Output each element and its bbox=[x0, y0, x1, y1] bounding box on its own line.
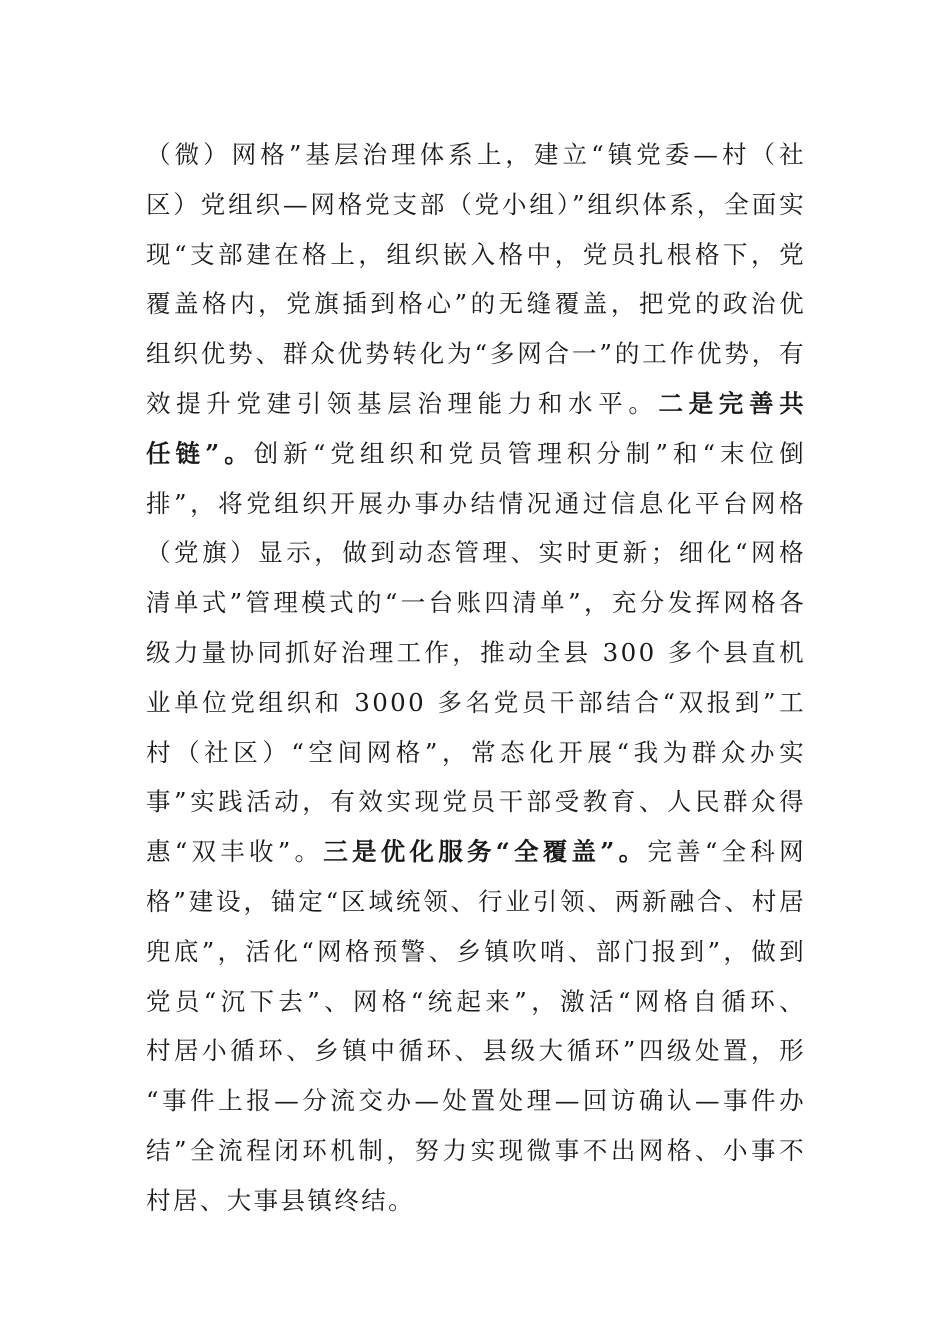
text-line bbox=[146, 429, 806, 479]
text-line bbox=[146, 479, 806, 529]
text-run: 村居、大事县镇终结。 bbox=[146, 1185, 415, 1215]
text-line bbox=[146, 329, 806, 379]
text-line bbox=[146, 1076, 806, 1126]
text-run: 完善“全科网 bbox=[647, 837, 806, 867]
text-run: 惠“双丰收”。 bbox=[146, 837, 324, 867]
text-line bbox=[146, 230, 806, 280]
text-run: 清单式”管理模式的“一台账四清单”，充分发挥网格各 bbox=[146, 588, 806, 618]
text-run: 组织优势、群众优势转化为“多网合一”的工作优势，有 bbox=[146, 339, 806, 369]
text-line bbox=[146, 628, 806, 678]
text-line bbox=[146, 379, 806, 429]
text-line bbox=[146, 1126, 806, 1176]
text-line bbox=[146, 1176, 806, 1226]
bold-heading-run: 三是优化服务“全覆盖”。 bbox=[323, 837, 648, 867]
text-run: “事件上报—分流交办—处置处理—回访确认—事件办 bbox=[146, 1086, 806, 1116]
text-run: （微）网格”基层治理体系上，建立“镇党委—村（社 bbox=[146, 140, 806, 169]
text-run: 格”建设，锚定“区域统领、行业引领、两新融合、村居 bbox=[146, 886, 806, 916]
text-line bbox=[146, 827, 806, 877]
text-run: 结”全流程闭环机制，努力实现微事不出网格、小事不 bbox=[146, 1135, 806, 1165]
text-run: 村居小循环、乡镇中循环、县级大循环”四级处置，形 bbox=[146, 1036, 806, 1066]
text-run: 兜底”，活化“网格预警、乡镇吹哨、部门报到”，做到 bbox=[146, 936, 806, 966]
text-line bbox=[146, 528, 806, 578]
text-line bbox=[146, 279, 806, 329]
text-run: 覆盖格内，党旗插到格心”的无缝覆盖，把党的政治优 bbox=[146, 289, 806, 319]
text-run: 排”，将党组织开展办事办结情况通过信息化平台网格 bbox=[146, 488, 806, 518]
text-run: 区）党组织—网格党支部（党小组）”组织体系，全面实 bbox=[146, 189, 806, 219]
text-line bbox=[146, 1026, 806, 1076]
text-line bbox=[146, 728, 806, 778]
text-run: 事”实践活动，有效实现党员干部受教育、人民群众得 bbox=[146, 787, 806, 817]
text-line bbox=[146, 777, 806, 827]
text-line bbox=[146, 180, 806, 230]
text-line bbox=[146, 977, 806, 1027]
text-run: 业单位党组织和 3000 多名党员干部结合“双报到”工 bbox=[146, 687, 806, 717]
text-run: 现“支部建在格上，组织嵌入格中，党员扎根格下，党 bbox=[146, 239, 806, 269]
bold-heading-run: 二是完善共 bbox=[658, 388, 806, 418]
text-run: 村（社区）“空间网格”，常态化开展“我为群众办实 bbox=[146, 737, 806, 767]
text-run: 党员“沉下去”、网格“统起来”，激活“网格自循环、 bbox=[146, 986, 806, 1016]
text-run: 级力量协同抓好治理工作，推动全县 300 多个县直机 bbox=[146, 637, 806, 667]
text-line bbox=[146, 130, 806, 180]
text-line bbox=[146, 678, 806, 728]
text-run: 效提升党建引领基层治理能力和水平。 bbox=[146, 388, 659, 418]
body-paragraph bbox=[146, 130, 806, 1226]
text-run: （党旗）显示，做到动态管理、实时更新；细化“网格 bbox=[146, 538, 806, 568]
text-line bbox=[146, 927, 806, 977]
text-line bbox=[146, 877, 806, 927]
bold-heading-run: 任链”。 bbox=[146, 438, 254, 468]
text-run: 创新“党组织和党员管理积分制”和“末位倒 bbox=[253, 438, 806, 468]
text-line bbox=[146, 578, 806, 628]
